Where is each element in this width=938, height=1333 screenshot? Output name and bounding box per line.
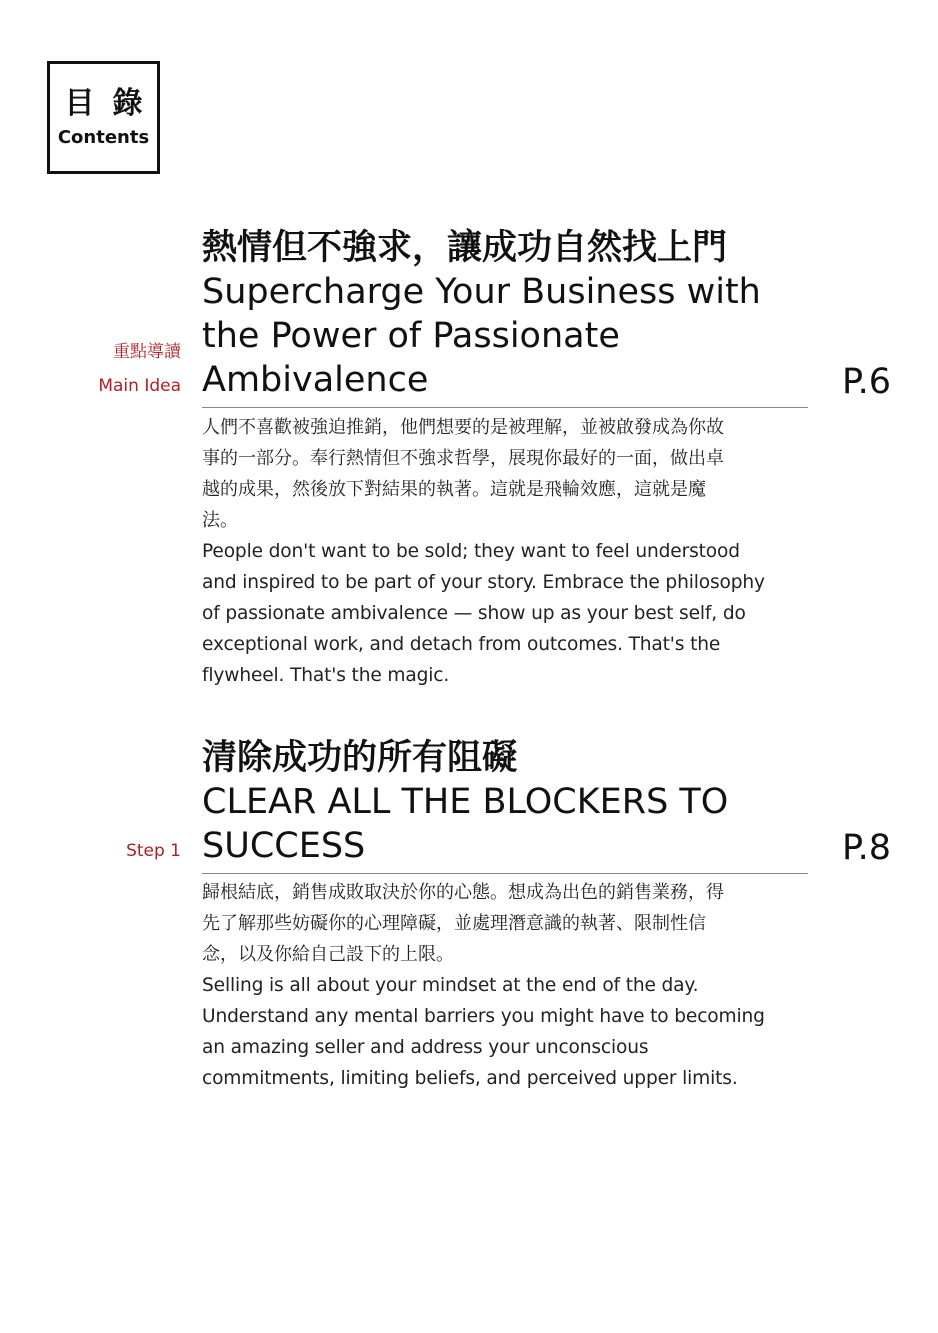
section-title-zh: 清除成功的所有阻礙 bbox=[202, 738, 518, 778]
summary-en-line: Selling is all about your mindset at the end of the day. bbox=[202, 975, 699, 996]
section-summary bbox=[202, 412, 808, 691]
summary-en-line: an amazing seller and address your unconscious bbox=[202, 1037, 649, 1058]
section-title-en-line: SUCCESS bbox=[202, 826, 366, 866]
summary-en-line: flywheel. That's the magic. bbox=[202, 665, 450, 686]
section-title-zh: 熱情但不強求，讓成功自然找上門 bbox=[202, 228, 728, 268]
summary-en-line: of passionate ambivalence — show up as your best self, do bbox=[202, 603, 746, 624]
section-label-en: Step 1 bbox=[126, 841, 181, 861]
summary-en-line: Understand any mental barriers you might have to becoming bbox=[202, 1006, 765, 1027]
section-title-en-line: Ambivalence bbox=[202, 360, 429, 400]
summary-zh-line: 法。 bbox=[202, 510, 238, 531]
summary-zh-line: 越的成果，然後放下對結果的執著。這就是飛輪效應，這就是魔 bbox=[202, 479, 706, 500]
summary-zh-line: 念，以及你給自己設下的上限。 bbox=[202, 944, 454, 965]
section-summary bbox=[202, 877, 808, 1094]
summary-zh-line: 先了解那些妨礙你的心理障礙，並處理潛意識的執著、限制性信 bbox=[202, 913, 706, 934]
summary-en-line: and inspired to be part of your story. Embrace the philosophy bbox=[202, 572, 765, 593]
contents-title-zh: 目錄 bbox=[64, 85, 161, 121]
summary-zh-line: 歸根結底，銷售成敗取決於你的心態。想成為出色的銷售業務，得 bbox=[202, 882, 724, 903]
section-title bbox=[202, 736, 808, 874]
section-title bbox=[202, 226, 808, 408]
summary-zh-line: 事的一部分。奉行熱情但不強求哲學，展現你最好的一面，做出卓 bbox=[202, 448, 724, 469]
summary-en-line: People don't want to be sold; they want to feel understood bbox=[202, 541, 740, 562]
section-label-zh: 重點導讀 bbox=[113, 342, 181, 362]
section-title-en-line: Supercharge Your Business with bbox=[202, 272, 761, 312]
summary-zh-line: 人們不喜歡被強迫推銷，他們想要的是被理解，並被啟發成為你故 bbox=[202, 417, 724, 438]
summary-en-line: exceptional work, and detach from outcomes. That's the bbox=[202, 634, 721, 655]
contents-title-en: Contents bbox=[57, 126, 150, 148]
page-number: P.6 bbox=[842, 362, 892, 402]
section-title-en-line: CLEAR ALL THE BLOCKERS TO bbox=[202, 782, 729, 822]
contents-box bbox=[47, 61, 160, 174]
section-title-en-line: the Power of Passionate bbox=[202, 316, 620, 356]
page-number: P.8 bbox=[842, 828, 892, 868]
summary-en-line: commitments, limiting beliefs, and perceived upper limits. bbox=[202, 1068, 738, 1089]
section-label-en: Main Idea bbox=[98, 376, 181, 396]
